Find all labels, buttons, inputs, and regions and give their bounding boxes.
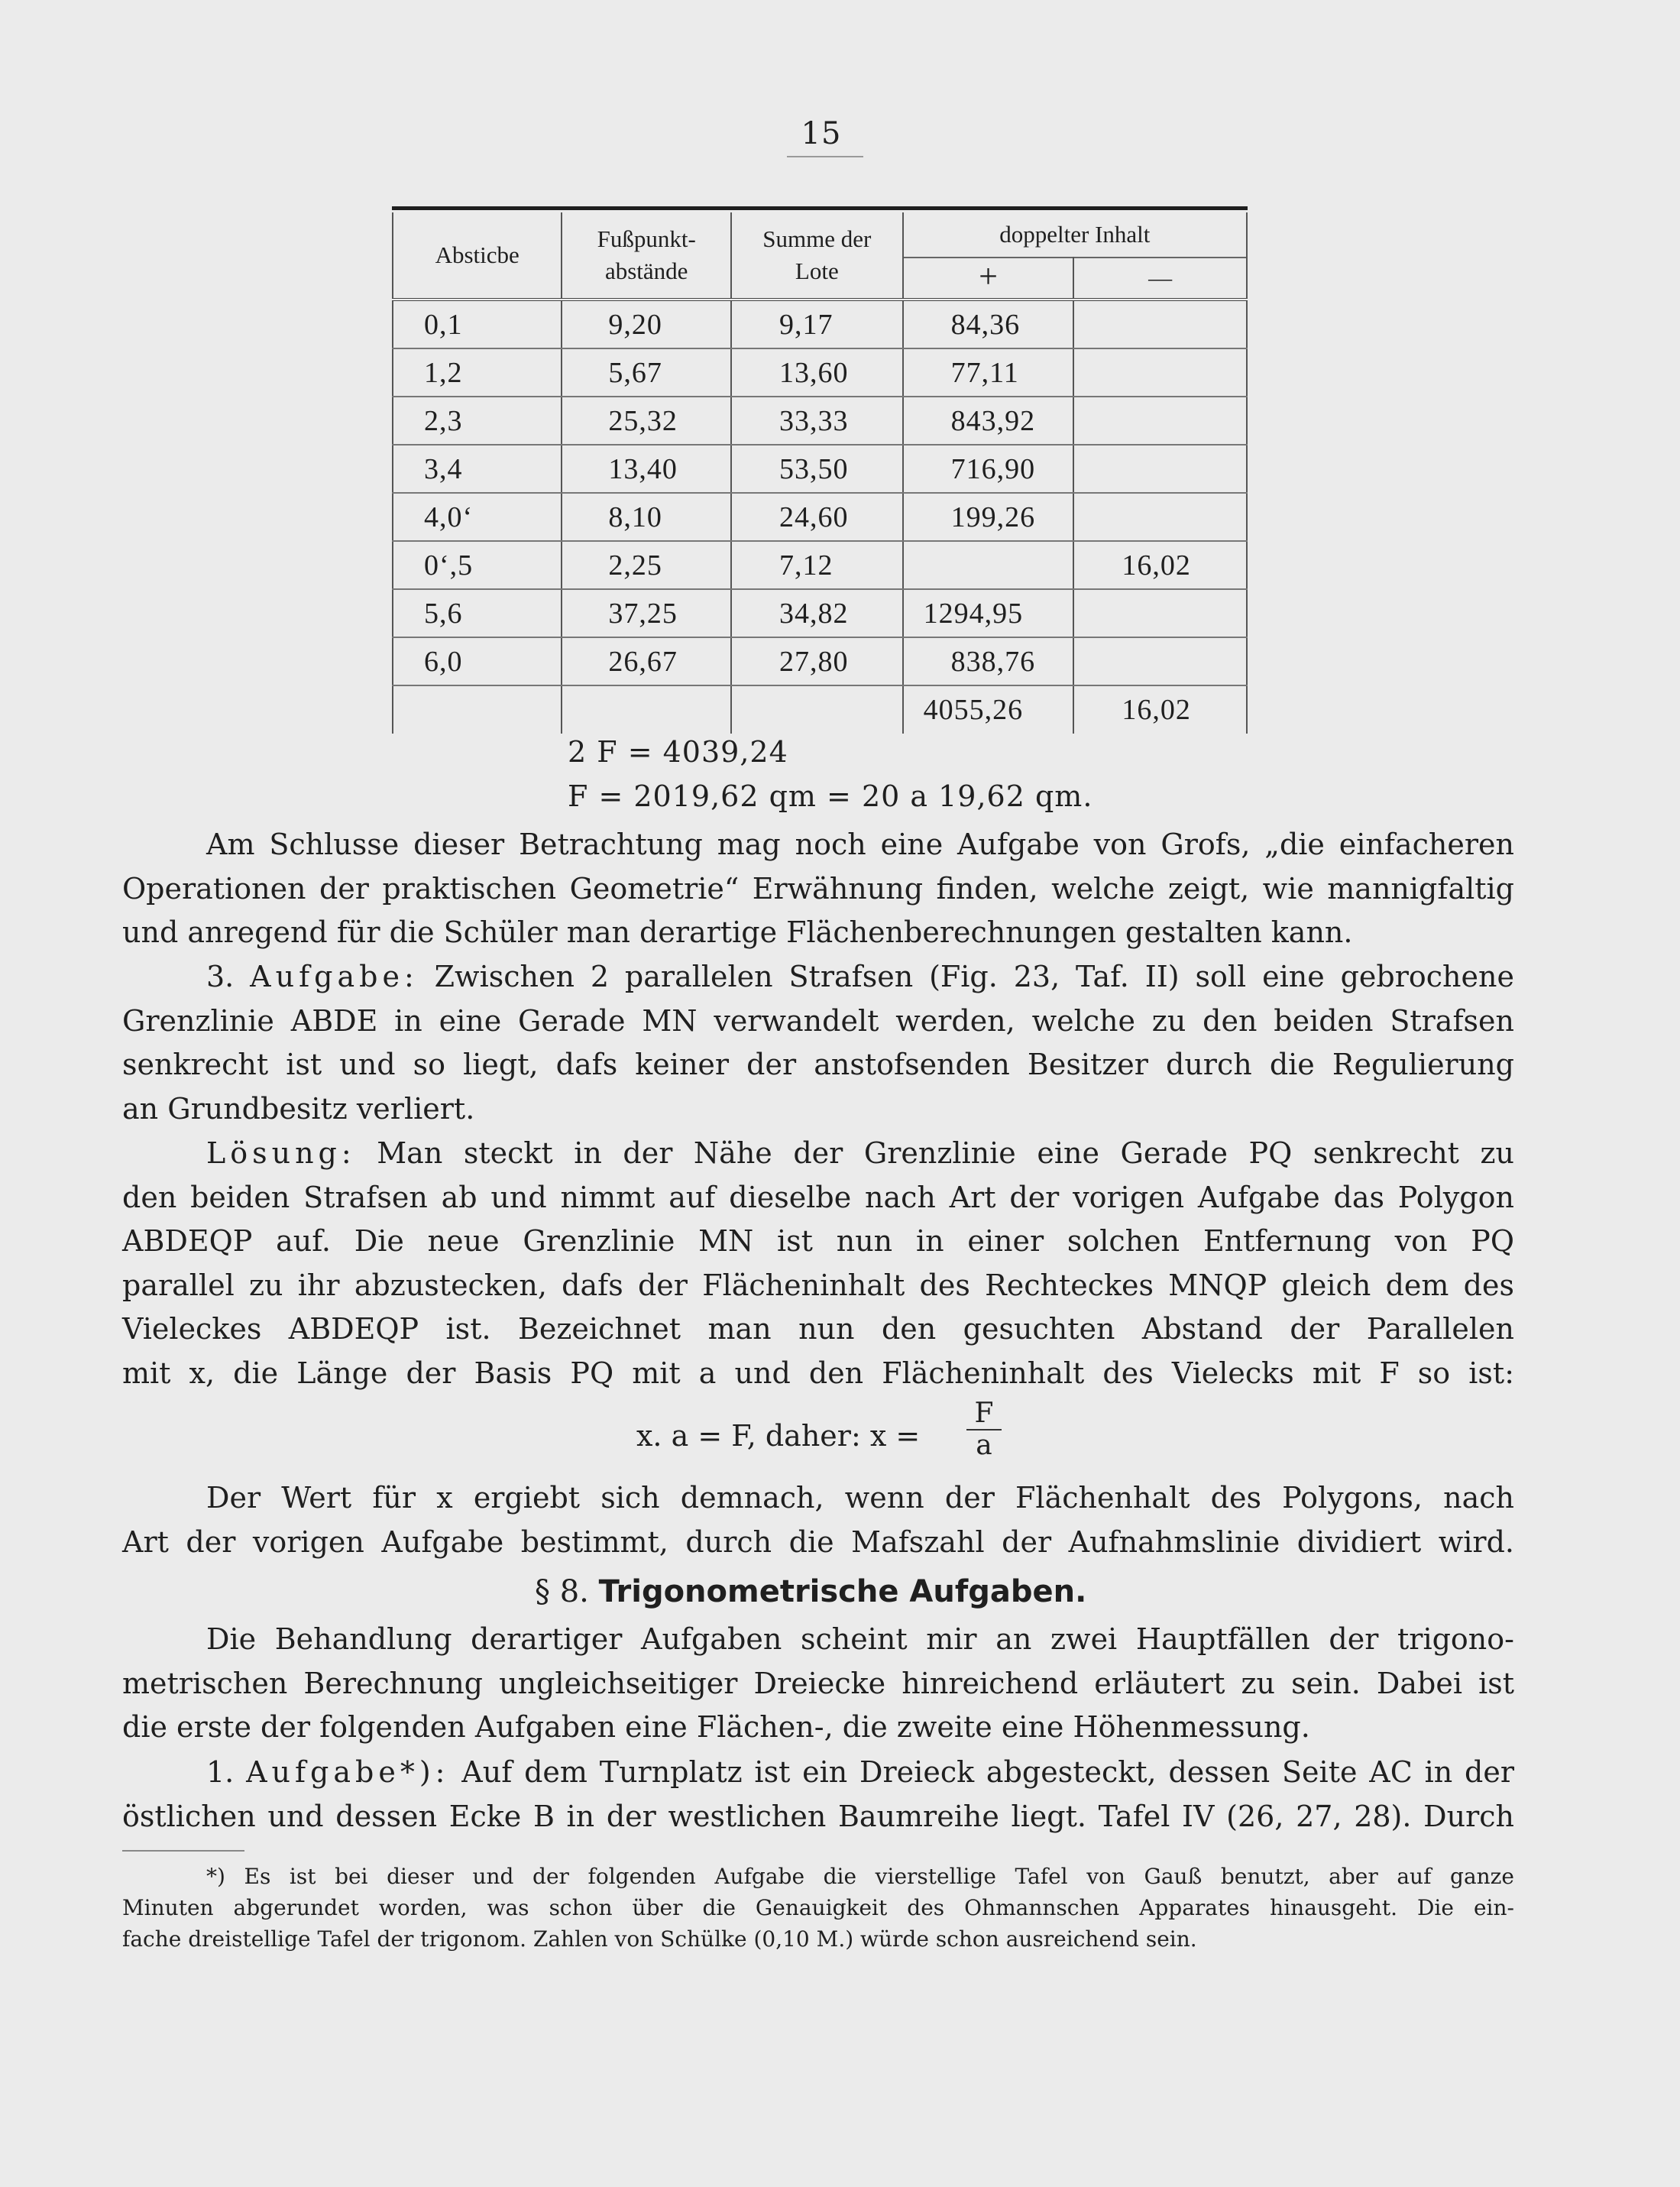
cell-abstiche: 3,4 [393, 445, 562, 493]
cell-summe: 53,50 [731, 445, 903, 493]
cell-fusspunkt: 5,67 [562, 348, 731, 397]
text-line: metrischen Berechnung ungleichseitiger Dreiecke hinreichend erläutert zu sein. Dabei ist [122, 1666, 1514, 1700]
cell-summe: 24,60 [731, 493, 903, 541]
cell-minus [1073, 397, 1247, 445]
page-number: 15 [801, 116, 842, 151]
section-heading [535, 1574, 1222, 1609]
footnote-line: Minuten abgerundet worden, was schon über die Genauigkeit des Ohmannschen Apparates hinausgeht. Die ein- [122, 1895, 1514, 1920]
cell-plus: 843,92 [903, 397, 1074, 445]
text-line: östlichen und dessen Ecke B in der westlichen Baumreihe liegt. Tafel IV (26, 27, 28). Durch [122, 1799, 1514, 1833]
text-line: senkrecht ist und so liegt, dafs keiner der anstofsenden Besitzer durch die Regulierung [122, 1048, 1514, 1081]
cell-fusspunkt: 13,40 [562, 445, 731, 493]
loesung-label: Lösung: [206, 1136, 356, 1170]
aufgabe-label: Aufgabe*): [246, 1755, 450, 1789]
formula-two-f: 2 F = 4039,24 [568, 735, 788, 769]
footnote-line: *) Es ist bei dieser und der folgenden Aufgabe die vierstellige Tafel von Gauß benutzt, aber auf ganze [206, 1864, 1514, 1889]
table-row [393, 493, 1247, 541]
cell-summe: 9,17 [731, 300, 903, 348]
cell-summe: 33,33 [731, 397, 903, 445]
cell-plus: 199,26 [903, 493, 1074, 541]
table-top-rule [392, 206, 1248, 210]
paragraph-intro [122, 823, 1514, 955]
area-table [392, 206, 1248, 734]
header-plus [903, 258, 1074, 300]
cell-fusspunkt: 9,20 [562, 300, 731, 348]
header-summe-line1: Summe der [762, 225, 872, 252]
cell-fusspunkt: 37,25 [562, 589, 731, 637]
text-line: an Grundbesitz verliert. [122, 1091, 475, 1126]
text-line: ABDEQP auf. Die neue Grenzlinie MN ist nun in einer solchen Entfernung von PQ [122, 1224, 1514, 1258]
fraction-f-over-a [966, 1398, 1002, 1461]
cell-plus: 838,76 [903, 637, 1074, 685]
table-row [393, 397, 1247, 445]
cell-empty [562, 685, 731, 734]
table-row [393, 300, 1247, 348]
header-fusspunkt [562, 212, 731, 300]
text-fragment: Zwischen 2 parallelen Strafsen (Fig. 23, Taf. II) soll eine gebrochene [434, 960, 1514, 993]
cell-empty [393, 685, 562, 734]
cell-plus: 84,36 [903, 300, 1074, 348]
cell-abstiche: 5,6 [393, 589, 562, 637]
cell-plus: 716,90 [903, 445, 1074, 493]
total-minus: 16,02 [1073, 685, 1247, 734]
text-line: Vieleckes ABDEQP ist. Bezeichnet man nun den gesuchten Abstand der Parallelen [122, 1312, 1514, 1346]
paragraph-aufgabe-1 [122, 1751, 1514, 1839]
table-row [393, 589, 1247, 637]
text-line: den beiden Strafsen ab und nimmt auf dieselbe nach Art der vorigen Aufgabe das Polygon [122, 1180, 1514, 1214]
cell-minus [1073, 445, 1247, 493]
formula-f: F = 2019,62 qm = 20 a 19,62 qm. [568, 779, 1093, 813]
table-row [393, 348, 1247, 397]
cell-minus [1073, 589, 1247, 637]
header-minus: — [1073, 258, 1247, 300]
page-number-rule [787, 156, 863, 157]
abstiche-table [392, 212, 1248, 734]
text-line: Art der vorigen Aufgabe bestimmt, durch die Mafszahl der Aufnahmslinie dividiert wird. [122, 1524, 1514, 1559]
text-line [122, 1132, 1514, 1176]
cell-plus [903, 541, 1074, 589]
footnote-line: fache dreistellige Tafel der trigonom. Zahlen von Schülke (0,10 M.) würde schon ausreichend sein. [122, 1926, 1197, 1952]
cell-fusspunkt: 8,10 [562, 493, 731, 541]
text-line: Am Schlusse dieser Betrachtung mag noch eine Aufgabe von Grofs, „die einfacheren [206, 828, 1514, 861]
header-summe-line2: Lote [795, 258, 839, 284]
cell-empty [731, 685, 903, 734]
cell-fusspunkt: 26,67 [562, 637, 731, 685]
table-row [393, 637, 1247, 685]
text-fragment: Auf dem Turnplatz ist ein Dreieck abgesteckt, dessen Seite AC in der [461, 1755, 1514, 1789]
cell-summe: 7,12 [731, 541, 903, 589]
cell-summe: 13,60 [731, 348, 903, 397]
cell-abstiche: 2,3 [393, 397, 562, 445]
fraction-numerator: F [966, 1398, 1002, 1430]
text-line: mit x, die Länge der Basis PQ mit a und den Flächeninhalt des Vielecks mit F so ist: [122, 1356, 1514, 1390]
text-line: Der Wert für x ergiebt sich demnach, wenn der Flächenhalt des Polygons, nach [206, 1481, 1514, 1515]
text-line: und anregend für die Schüler man derartige Flächenberechnungen gestalten kann. [122, 915, 1353, 949]
cell-abstiche: 6,0 [393, 637, 562, 685]
text-line: Grenzlinie ABDE in eine Gerade MN verwandelt werden, welche zu den beiden Strafsen [122, 1003, 1514, 1038]
text-line: parallel zu ihr abzustecken, dafs der Flächeninhalt des Rechteckes MNQP gleich dem des [122, 1268, 1514, 1302]
total-plus: 4055,26 [903, 685, 1074, 734]
text-line [122, 955, 1514, 1000]
paragraph-loesung [122, 1132, 1514, 1395]
cell-minus [1073, 300, 1247, 348]
cell-minus [1073, 348, 1247, 397]
header-abstiche: Absticbe [393, 212, 562, 300]
text-line: Operationen der praktischen Geometrie“ Erwähnung finden, welche zeigt, wie mannigfaltig [122, 871, 1514, 906]
header-fusspunkt-line1: Fußpunkt- [597, 225, 696, 252]
aufgabe-number: 1. [206, 1755, 235, 1789]
text-fragment: Man steckt in der Nähe der Grenzlinie eine Gerade PQ senkrecht zu [377, 1136, 1514, 1170]
cell-abstiche: 1,2 [393, 348, 562, 397]
cell-minus: 16,02 [1073, 541, 1247, 589]
text-line: die erste der folgenden Aufgaben eine Flächen-, die zweite eine Höhenmessung. [122, 1710, 1310, 1744]
cell-fusspunkt: 2,25 [562, 541, 731, 589]
text-line: Die Behandlung derartiger Aufgaben scheint mir an zwei Hauptfällen der trigono- [206, 1622, 1514, 1656]
paragraph-trig-intro [122, 1618, 1514, 1750]
cell-summe: 27,80 [731, 637, 903, 685]
section-title: Trigonometrische Aufgaben. [598, 1574, 1087, 1609]
header-summe [731, 212, 903, 300]
table-row [393, 541, 1247, 589]
aufgabe-number: 3. [206, 960, 235, 993]
formula-xa: x. a = F, daher: x = [636, 1419, 921, 1453]
cell-summe: 34,82 [731, 589, 903, 637]
header-doppelter-inhalt: doppelter Inhalt [903, 212, 1247, 258]
cell-minus [1073, 493, 1247, 541]
footnote [122, 1861, 1514, 1955]
cell-abstiche: 4,0‘ [393, 493, 562, 541]
cell-minus [1073, 637, 1247, 685]
table-row [393, 445, 1247, 493]
cell-plus: 1294,95 [903, 589, 1074, 637]
aufgabe-label: Aufgabe: [250, 960, 419, 993]
cell-abstiche: 0‘,5 [393, 541, 562, 589]
cell-fusspunkt: 25,32 [562, 397, 731, 445]
header-fusspunkt-line2: abstände [604, 258, 688, 284]
paragraph-aufgabe-3 [122, 955, 1514, 1131]
totals-row [393, 685, 1247, 734]
footnote-rule [122, 1850, 244, 1852]
cell-plus: 77,11 [903, 348, 1074, 397]
text-line [122, 1751, 1514, 1795]
plus-sign: + [979, 258, 998, 295]
fraction-denominator: a [976, 1430, 992, 1461]
cell-abstiche: 0,1 [393, 300, 562, 348]
section-number: § 8. [535, 1574, 589, 1609]
paragraph-result [122, 1476, 1514, 1564]
